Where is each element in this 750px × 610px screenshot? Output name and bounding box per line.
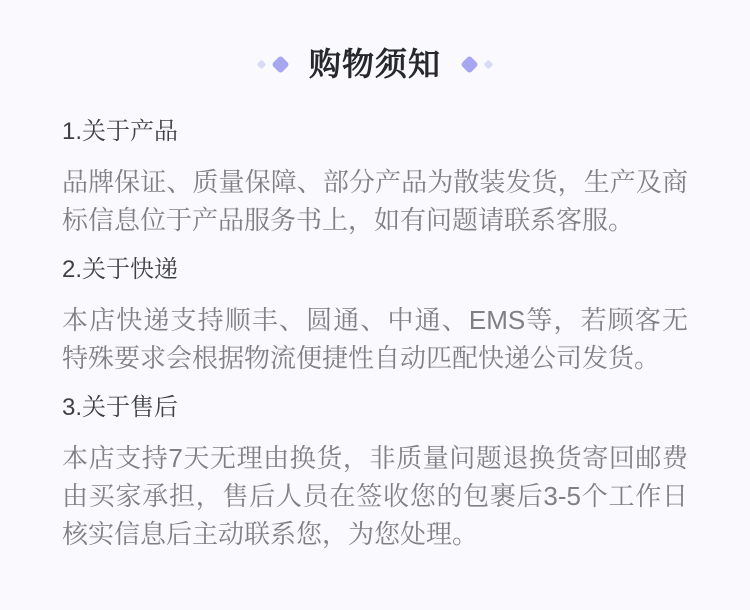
small-diamond-icon — [257, 59, 267, 69]
large-diamond-icon — [271, 55, 289, 73]
page-title: 购物须知 — [308, 46, 441, 82]
section-heading-products: 1.关于产品 — [62, 118, 179, 145]
section-heading-shipping: 2.关于快递 — [62, 256, 179, 283]
large-diamond-icon — [460, 55, 478, 73]
title-decoration-left — [254, 58, 292, 71]
section-body-products: 品牌保证、质量保障、部分产品为散装发货，生产及商标信息位于产品服务书上，如有问题请联系客服。 — [62, 167, 688, 235]
title-decoration-right — [458, 58, 496, 71]
page-title-row — [62, 0, 688, 82]
section-heading-aftersales: 3.关于售后 — [62, 394, 179, 421]
section-body-shipping: 本店快递支持顺丰、圆通、中通、EMS等，若顾客无特殊要求会根据物流便捷性自动匹配快递公司发货。 — [62, 305, 688, 373]
small-diamond-icon — [484, 59, 494, 69]
section-body-aftersales: 本店支持7天无理由换货，非质量问题退换货寄回邮费由买家承担，售后人员在签收您的包裹后3-5个工作日核实信息后主动联系您，为您处理。 — [62, 443, 688, 549]
